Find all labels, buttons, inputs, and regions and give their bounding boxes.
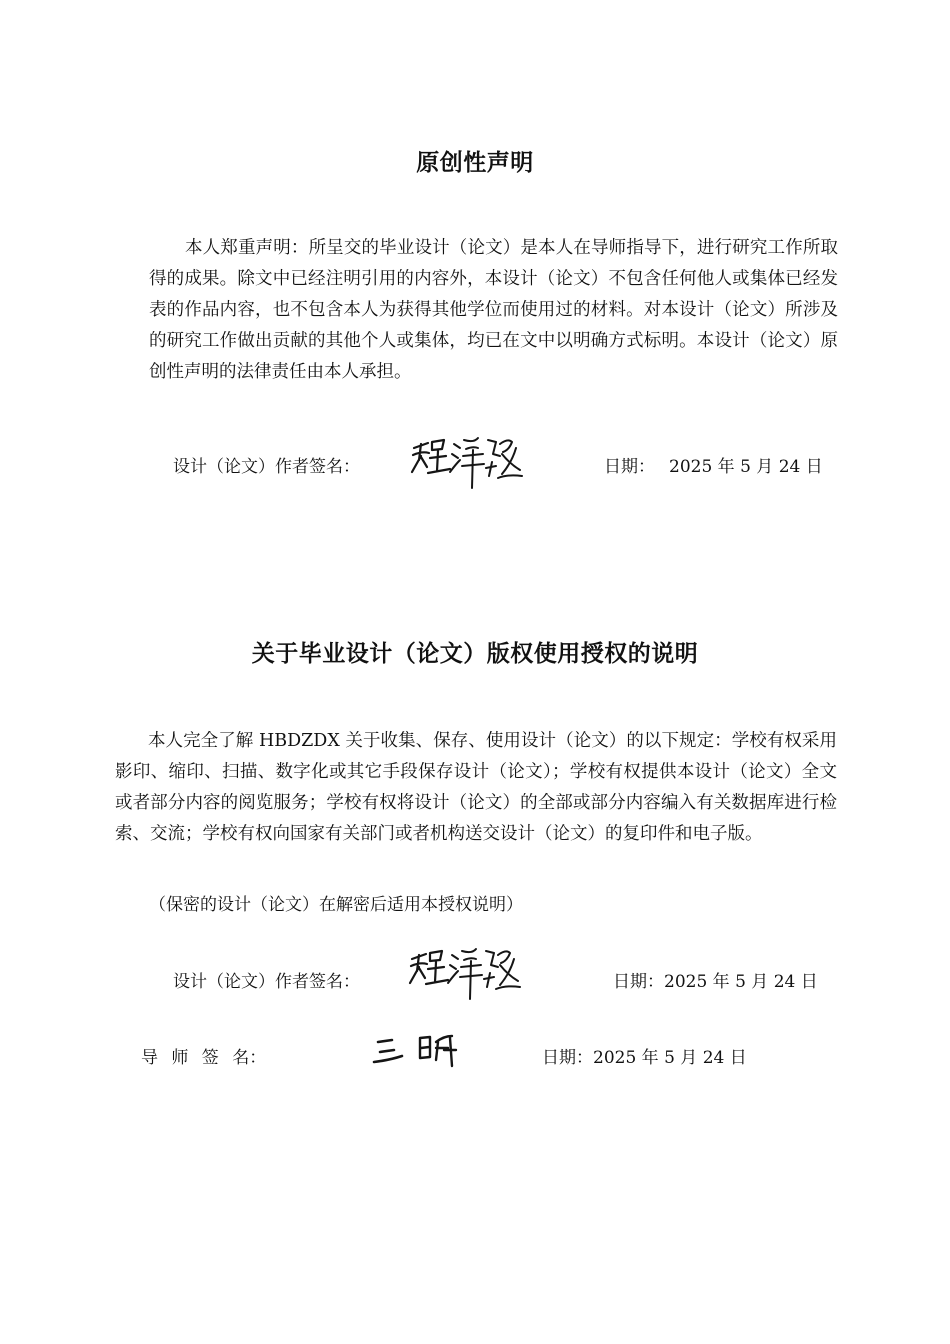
originality-author-sign-label: 设计（论文）作者签名：	[173, 457, 360, 477]
originality-author-signature	[408, 434, 526, 492]
originality-date-label: 日期：	[604, 457, 655, 477]
copyright-author-date: 日期：2025 年 5 月 24 日	[613, 972, 818, 992]
copyright-author-signature	[406, 945, 524, 1003]
originality-title: 原创性声明	[416, 150, 534, 176]
advisor-signature	[370, 1030, 470, 1070]
advisor-sign-label: 导 师 签 名：	[141, 1048, 267, 1068]
originality-statement: 本人郑重声明：所呈交的毕业设计（论文）是本人在导师指导下，进行研究工作所取得的成果。除文中已经注明引用的内容外，本设计（论文）不包含任何他人或集体已经发表的作品内容，也不包含本人为获得其他学位而使用过的材料。对本设计（论文）所涉及的研究工作做出贡献的其他个人或集体，均已在文中以明确方式标明。本设计（论文）原创性声明的法律责任由本人承担。	[149, 238, 838, 382]
advisor-date: 日期：2025 年 5 月 24 日	[542, 1048, 747, 1068]
copyright-note: （保密的设计（论文）在解密后适用本授权说明）	[149, 895, 523, 915]
originality-date-value: 2025 年 5 月 24 日	[669, 457, 823, 477]
copyright-title: 关于毕业设计（论文）版权使用授权的说明	[251, 641, 699, 667]
copyright-statement: 本人完全了解 HBDZDX 关于收集、保存、使用设计（论文）的以下规定：学校有权采用影印、缩印、扫描、数字化或其它手段保存设计（论文）；学校有权提供本设计（论文）全文或者部分内容的阅览服务；学校有权将设计（论文）的全部或部分内容编入有关数据库进行检索、交流；学校有权向国家有关部门或者机构送交设计（论文）的复印件和电子版。	[115, 731, 837, 844]
copyright-author-sign-label: 设计（论文）作者签名：	[173, 972, 360, 992]
